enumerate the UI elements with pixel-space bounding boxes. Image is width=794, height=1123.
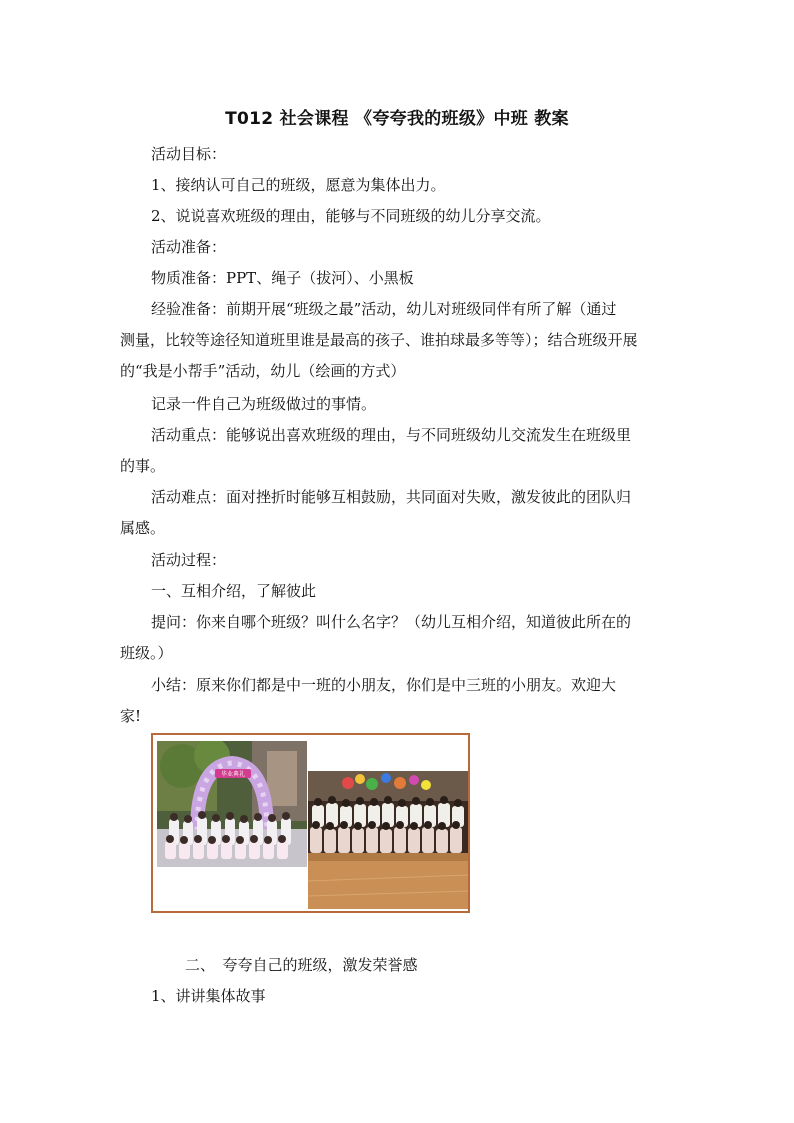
step-2-item-1: 1、讲讲集体故事 xyxy=(151,987,266,1005)
process-heading: 活动过程： xyxy=(151,551,227,569)
outdoor-class-photo xyxy=(157,741,307,867)
class-photos-frame xyxy=(151,733,470,913)
goal-item-1: 1、接纳认可自己的班级，愿意为集体出力。 xyxy=(151,176,446,194)
key-point-line-1: 活动重点：能够说出喜欢班级的理由，与不同班级幼儿交流发生在班级里 xyxy=(151,426,632,444)
prep-experience-line-3: 的“我是小帮手”活动，幼儿（绘画的方式） xyxy=(120,362,406,380)
indoor-class-photo xyxy=(308,771,468,909)
key-point-line-2: 的事。 xyxy=(120,457,166,475)
summary-line-1: 小结：原来你们都是中一班的小朋友，你们是中三班的小朋友。欢迎大 xyxy=(151,676,617,694)
prep-material: 物质准备：PPT、绳子（拔河）、小黑板 xyxy=(151,269,414,287)
question-line-2: 班级。） xyxy=(120,644,173,662)
prep-experience-line-4: 记录一件自己为班级做过的事情。 xyxy=(151,395,377,413)
prep-experience-line-1: 经验准备：前期开展“班级之最”活动，幼儿对班级同伴有所了解（通过 xyxy=(151,300,617,318)
goal-item-2: 2、说说喜欢班级的理由，能够与不同班级的幼儿分享交流。 xyxy=(151,207,551,225)
difficulty-line-1: 活动难点：面对挫折时能够互相鼓励，共同面对失败，激发彼此的团队归 xyxy=(151,488,632,506)
goal-heading: 活动目标： xyxy=(151,145,227,163)
step-1-heading: 一、互相介绍，了解彼此 xyxy=(151,582,317,600)
summary-line-2: 家! xyxy=(120,707,142,725)
prep-heading: 活动准备： xyxy=(151,238,227,256)
arch-sign-text: 毕业典礼 xyxy=(220,771,246,778)
difficulty-line-2: 属感。 xyxy=(120,519,166,537)
prep-experience-line-2: 测量，比较等途径知道班里谁是最高的孩子、谁拍球最多等等）；结合班级开展 xyxy=(120,331,638,349)
page-title: T012 社会课程 《夸夸我的班级》中班 教案 xyxy=(225,109,569,129)
question-line-1: 提问：你来自哪个班级？叫什么名字？（幼儿互相介绍，知道彼此所在的 xyxy=(151,613,632,631)
step-2-heading: 二、 夸夸自己的班级，激发荣誉感 xyxy=(185,956,418,974)
